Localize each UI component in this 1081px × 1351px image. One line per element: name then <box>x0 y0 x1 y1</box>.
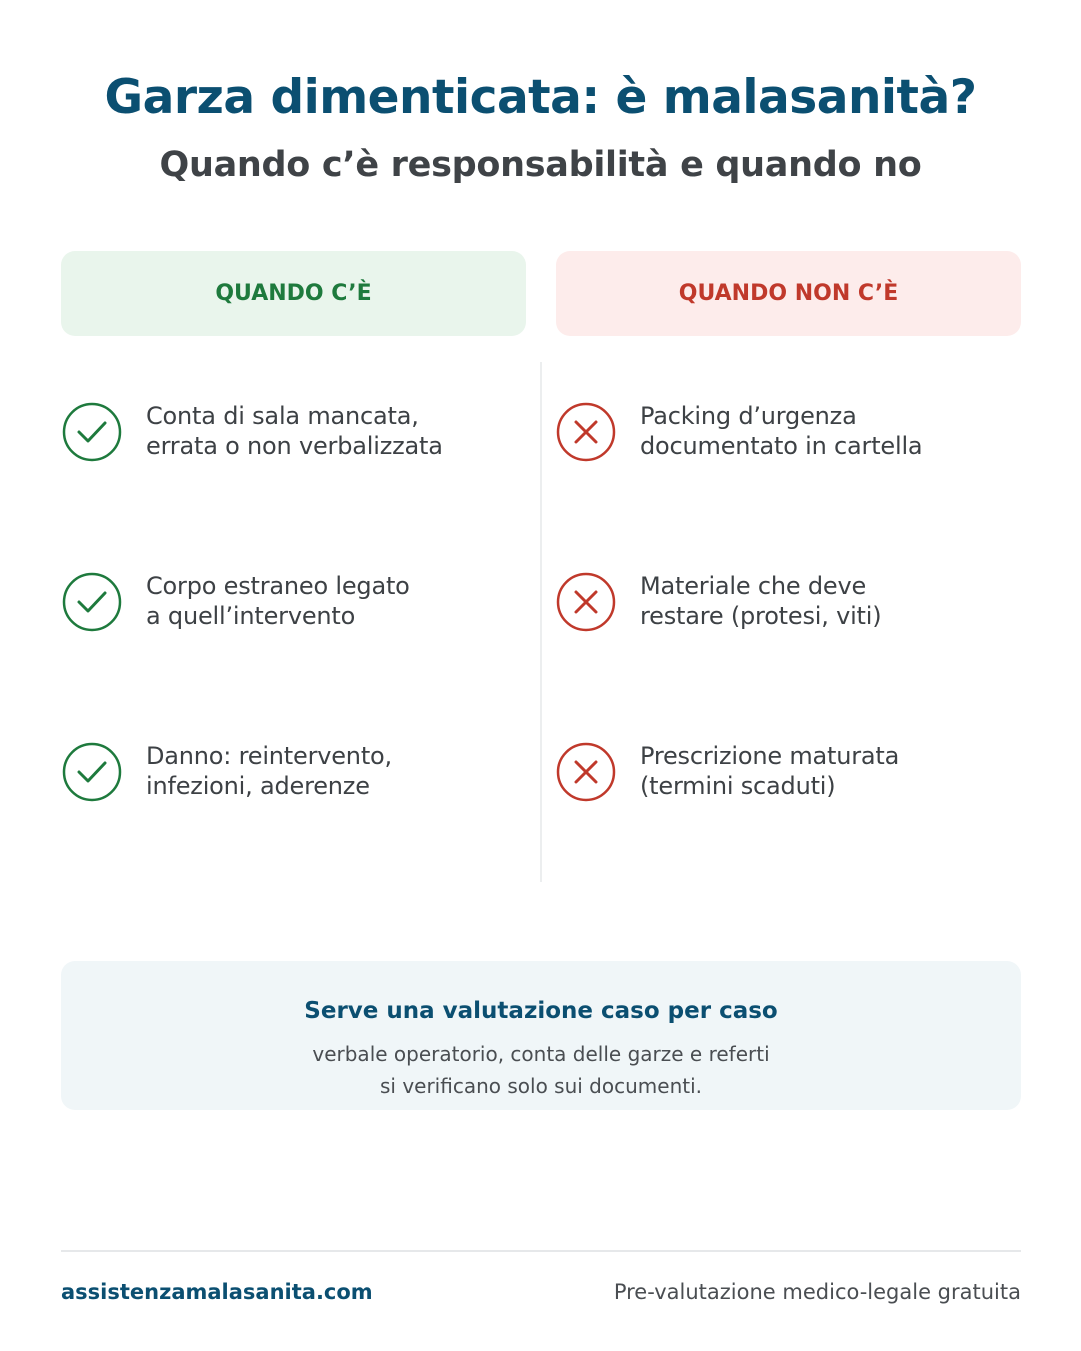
list-item <box>61 571 410 633</box>
item-text: Conta di sala mancata, errata o non verbalizzata <box>146 402 443 460</box>
check-circle-icon <box>61 401 123 463</box>
check-circle-icon <box>61 741 123 803</box>
column-heading-yes: QUANDO C’È <box>61 251 526 336</box>
list-item <box>555 741 899 803</box>
item-text: Packing d’urgenza documentato in cartella <box>640 402 923 460</box>
x-circle-icon <box>555 741 617 803</box>
page-title: Garza dimenticata: è malasanità? <box>104 70 977 125</box>
column-heading-no: QUANDO NON C’È <box>556 251 1021 336</box>
item-text: Prescrizione maturata (termini scaduti) <box>640 742 900 800</box>
callout-body: verbale operatorio, conta delle garze e referti si verificano solo sui documenti. <box>312 1042 770 1098</box>
list-item <box>61 741 392 803</box>
item-text: Corpo estraneo legato a quell’intervento <box>146 572 410 630</box>
x-circle-icon <box>555 571 617 633</box>
footer-site-link[interactable]: assistenzamalasanita.com <box>61 1280 373 1304</box>
list-item <box>555 571 881 633</box>
footer-divider <box>61 1250 1021 1252</box>
footer-tagline: Pre-valutazione medico-legale gratuita <box>613 1280 1021 1304</box>
callout-title: Serve una valutazione caso per caso <box>304 998 778 1024</box>
info-callout <box>61 961 1021 1110</box>
check-circle-icon <box>61 571 123 633</box>
item-text: Danno: reintervento, infezioni, aderenze <box>146 742 392 800</box>
x-circle-icon <box>555 401 617 463</box>
list-item <box>61 401 443 463</box>
list-item <box>555 401 922 463</box>
column-divider <box>540 362 542 882</box>
page-subtitle: Quando c’è responsabilità e quando no <box>159 145 922 185</box>
item-text: Materiale che deve restare (protesi, viti) <box>640 572 882 630</box>
